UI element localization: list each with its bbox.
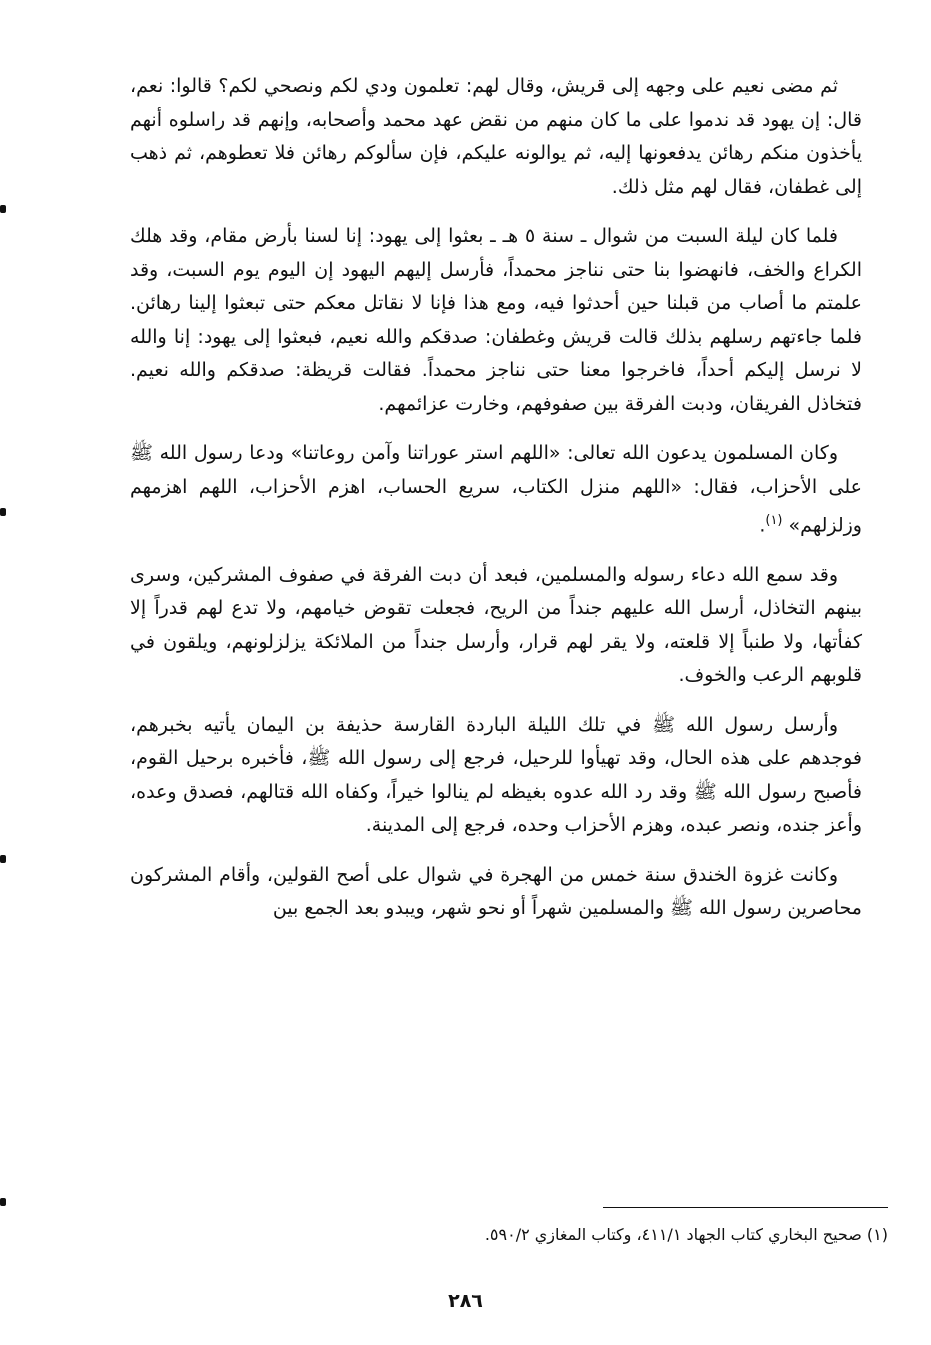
page-body	[130, 70, 862, 942]
paragraph-3-text: وكان المسلمون يدعون الله تعالى: «اللهم استر عوراتنا وآمن روعاتنا» ودعا رسول الله ﷺ على الأحزاب، فقال: «اللهم منزل الكتاب، سريع الحساب، اهزم الأحزاب، اللهم اهزمهم وزلزلهم»	[130, 442, 862, 537]
paragraph-4: وقد سمع الله دعاء رسوله والمسلمين، فبعد أن دبت الفرقة في صفوف المشركين، وسرى بينهم التخاذل، أرسل الله عليهم جنداً من الريح، فجعلت تقوض خيامهم، ولا تدع لهم قدراً إلا كفأتها، ولا طنباً إلا قلعته، ولا يقر لهم قرار، وأرسل جنداً من الملائكة يزلزلونهم، ويلقون في قلوبهم الرعب والخوف.	[130, 563, 862, 687]
paragraph-6: وكانت غزوة الخندق سنة خمس من الهجرة في شوال على أصح القولين، وأقام المشركون محاصرين رسول الله ﷺ والمسلمين شهراً أو نحو شهر، ويبدو بعد الجمع بين	[130, 863, 862, 920]
paragraph-5: وأرسل رسول الله ﷺ في تلك الليلة الباردة القارسة حذيفة بن اليمان يأتيه بخبرهم، فوجدهم على هذه الحال، وقد تهيأوا للرحيل، فرجع إلى رسول الله ﷺ، فأخبره برحيل القوم، فأصبح رسول الله ﷺ وقد رد الله عدوه بغيظه لم ينالوا خيراً، وكفاه الله قتالهم، فصدق وعده، وأعز جنده، ونصر عبده، وهزم الأحزاب وحده، فرجع إلى المدينة.	[130, 713, 862, 837]
page-number: ٢٨٦	[448, 1290, 483, 1312]
footnote-divider	[603, 1207, 888, 1208]
footnote: (١) صحيح البخاري كتاب الجهاد ٤١١/١، وكتاب المغازي ٥٩٠/٢.	[484, 1225, 888, 1244]
paragraph-3: وكان المسلمون يدعون الله تعالى: «اللهم استر عوراتنا وآمن روعاتنا» ودعا رسول الله ﷺ على الأحزاب، فقال: «اللهم منزل الكتاب، سريع الحساب، اهزم الأحزاب، اللهم اهزمهم وزلزلهم» $^{(١)}$.	[130, 442, 862, 537]
scan-edge-mark	[0, 205, 6, 213]
paragraph-1: ثم مضى نعيم على وجهه إلى قريش، وقال لهم: تعلمون ودي لكم ونصحي لكم؟ قالوا: نعم، قال: إن يهود قد ندموا على ما كان منهم من نقض عهد محمد وأصحابه، وإنهم قد راسلوه أنهم يأخذون منكم رهائن يدفعونها إليه، ثم يوالونه عليكم، فإن سألوكم رهائن فلا تعطوهم، ثم ذهب إلى غطفان، فقال لهم مثل ذلك.	[130, 75, 862, 198]
scan-edge-mark	[0, 1198, 6, 1206]
footnote-reference: (١)	[765, 513, 783, 528]
scan-edge-mark	[0, 508, 6, 516]
paragraph-2: فلما كان ليلة السبت من شوال ـ سنة ٥ هـ ـ بعثوا إلى يهود: إنا لسنا بأرض مقام، وقد هلك الكراع والخف، فانهضوا بنا حتى نناجز محمداً، فأرسل إليهم اليهود إن اليوم يوم السبت، وقد علمتم ما أصاب من قبلنا حين أحدثوا فيه، ومع هذا فإنا لا نقاتل معكم حتى تبعثوا إلينا رهائن. فلما جاءتهم رسلهم بذلك قالت قريش وغطفان: صدقكم والله نعيم، فبعثوا إلى يهود: إنا والله لا نرسل إليكم أحداً، فاخرجوا معنا حتى نناجز محمداً. فقالت قريظة: صدقكم والله نعيم. فتخاذل الفريقان، ودبت الفرقة بين صفوفهم، وخارت عزائمهم.	[130, 225, 862, 415]
scan-edge-mark	[0, 855, 6, 863]
